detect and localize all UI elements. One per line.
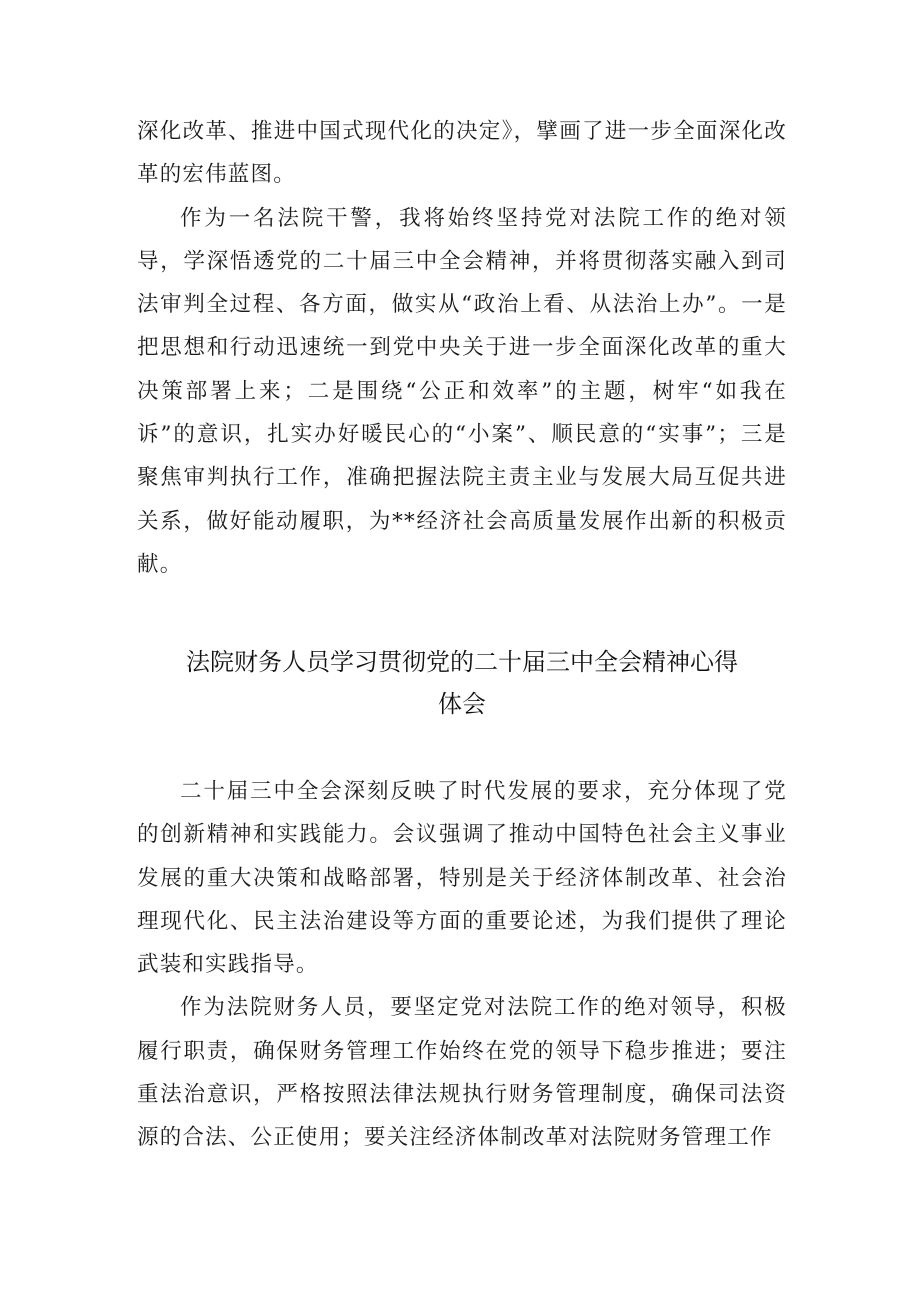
body-paragraph: 二十届三中全会深刻反映了时代发展的要求，充分体现了党的创新精神和实践能力。会议强调了推动中国特色社会主义事业发展的重大决策和战略部署，特别是关于经济体制改革、社会治理现代化、民主法治建设等方面的重要论述，为我们提供了理论武装和实践指导。	[137, 779, 787, 978]
section-title	[137, 641, 787, 725]
body-paragraph: 作为法院财务人员，要坚定党对法院工作的绝对领导，积极履行职责，确保财务管理工作始终在党的领导下稳步推进；要注重法治意识，严格按照法律法规执行财务管理制度，确保司法资源的合法、公正使用；要关注经济体制改革对法院财务管理工作	[137, 995, 787, 1151]
section-title-line1: 法院财务人员学习贯彻党的二十届三中全会精神心得	[186, 648, 738, 676]
continuation-paragraph: 深化改革、推进中国式现代化的决定》，擘画了进一步全面深化改革的宏伟蓝图。	[137, 119, 787, 188]
body-paragraph: 作为一名法院干警，我将始终坚持党对法院工作的绝对领导，学深悟透党的二十届三中全会精神，并将贯彻落实融入到司法审判全过程、各方面，做实从“政治上看、从法治上办”。一是把思想和行动迅速统一到党中央关于进一步全面深化改革的重大决策部署上来；二是围绕“公正和效率”的主题，树牢“如我在诉”的意识，扎实办好暖民心的“小案”、顺民意的“实事”；三是聚焦审判执行工作，准确把握法院主责主业与发展大局互促共进关系，做好能动履职，为**经济社会高质量发展作出新的积极贡献。	[137, 205, 787, 577]
section-two	[137, 770, 787, 1160]
section-one	[137, 110, 787, 586]
section-title-line2: 体会	[438, 690, 486, 718]
